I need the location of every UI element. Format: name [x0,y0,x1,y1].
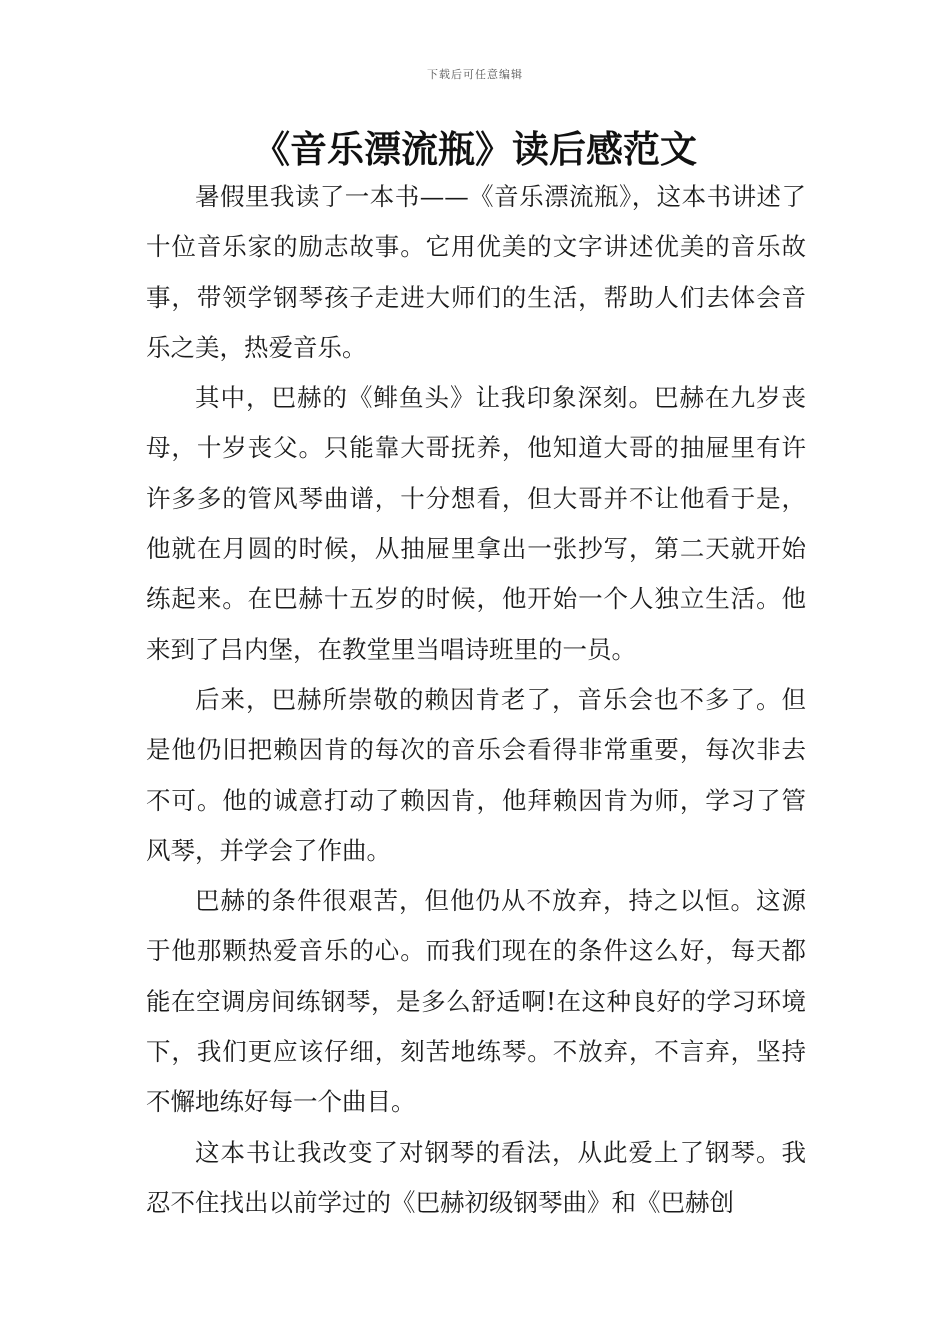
paragraph-4: 巴赫的条件很艰苦，但他仍从不放弃，持之以恒。这源于他那颗热爱音乐的心。而我们现在的条件这么好，每天都能在空调房间练钢琴，是多么舒适啊!在这种良好的学习环境下，我们更应该仔细，刻苦地练琴。不放弃，不言弃，坚持不懈地练好每一个曲目。 [146,886,806,1117]
header-note: 下载后可任意编辑 [427,68,523,81]
paragraph-1: 暑假里我读了一本书——《音乐漂流瓶》，这本书讲述了十位音乐家的励志故事。它用优美的文字讲述优美的音乐故事，带领学钢琴孩子走进大师们的生活，帮助人们去体会音乐之美，热爱音乐。 [146,182,806,362]
paragraph-2: 其中，巴赫的《鲱鱼头》让我印象深刻。巴赫在九岁丧母，十岁丧父。只能靠大哥抚养，他知道大哥的抽屉里有许许多多的管风琴曲谱，十分想看，但大哥并不让他看于是，他就在月圆的时候，从抽屉里拿出一张抄写，第二天就开始练起来。在巴赫十五岁的时候，他开始一个人独立生活。他来到了吕内堡，在教堂里当唱诗班里的一员。 [146,383,806,664]
page-title: 《音乐漂流瓶》读后感范文 [253,128,697,171]
paragraph-5: 这本书让我改变了对钢琴的看法，从此爱上了钢琴。我忍不住找出以前学过的《巴赫初级钢琴曲》和《巴赫创 [146,1137,806,1217]
document-body [146,172,806,1228]
paragraph-3: 后来，巴赫所崇敬的赖因肯老了，音乐会也不多了。但是他仍旧把赖因肯的每次的音乐会看得非常重要，每次非去不可。他的诚意打动了赖因肯，他拜赖因肯为师，学习了管风琴，并学会了作曲。 [146,684,806,865]
